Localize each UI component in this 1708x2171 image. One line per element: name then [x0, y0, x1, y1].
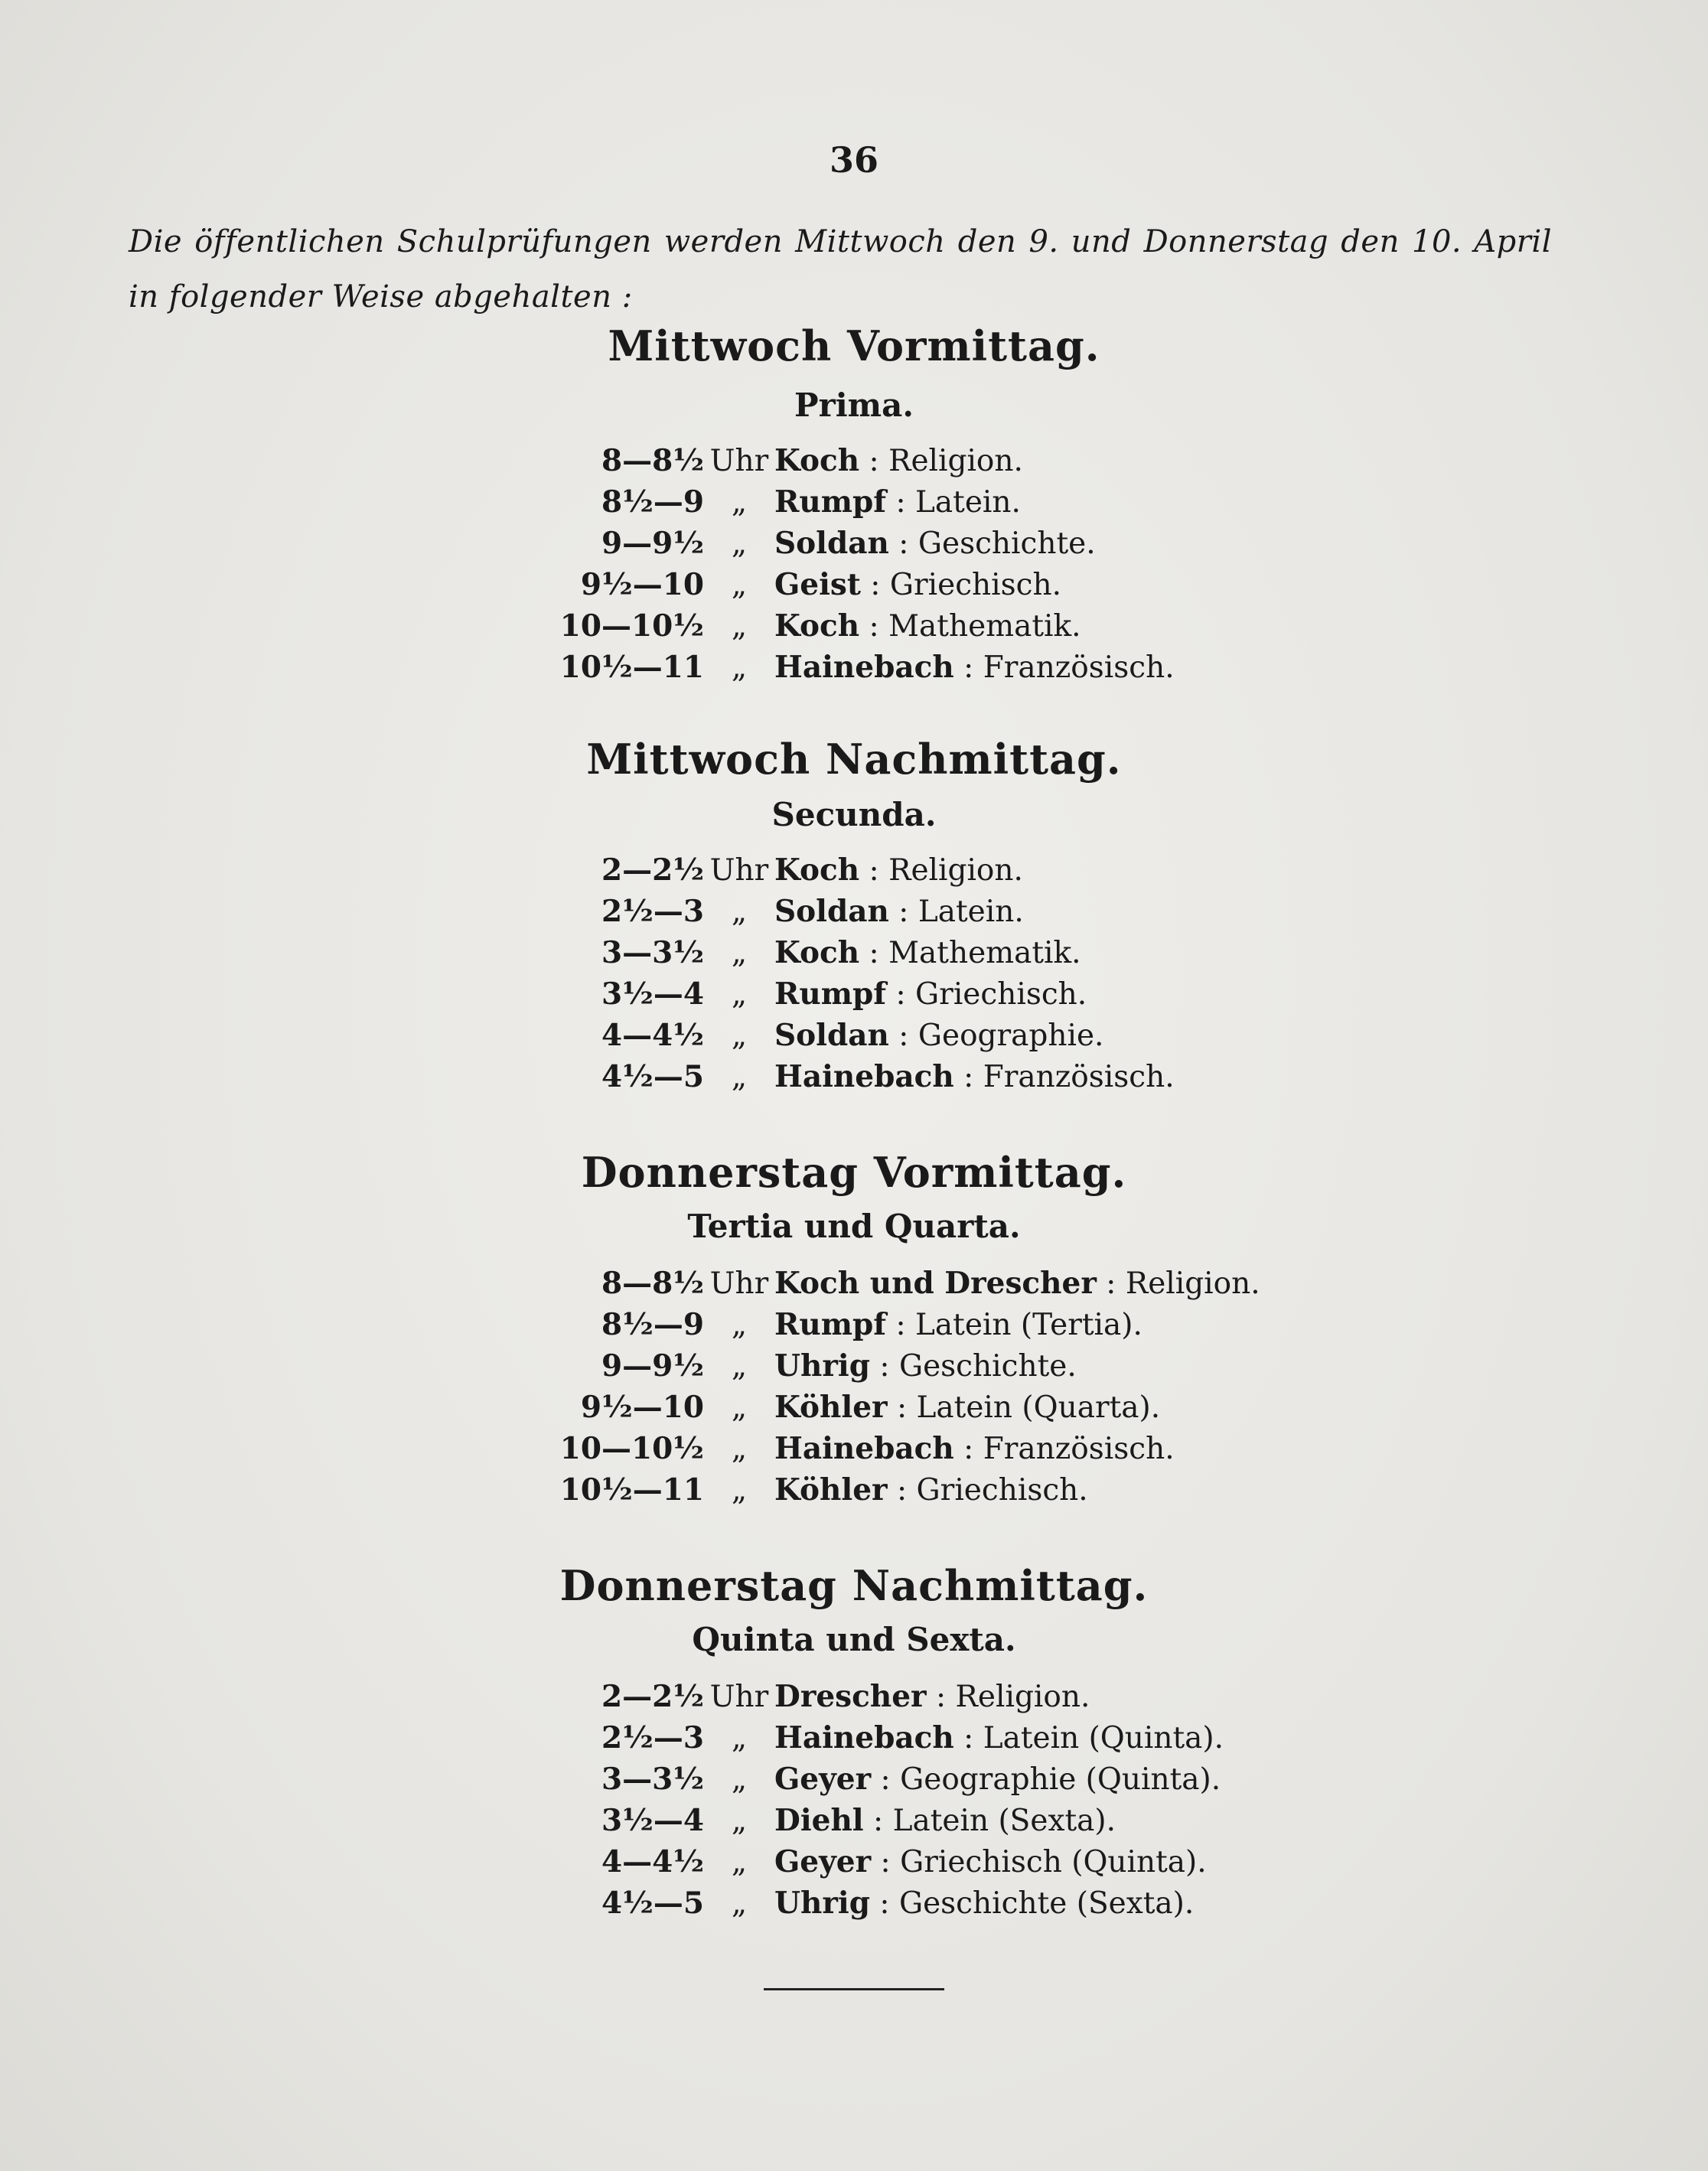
time-slot: 2—2½	[601, 1679, 704, 1714]
schedule-row	[536, 849, 1023, 891]
schedule-row	[536, 1056, 1175, 1097]
teacher-name: Diehl	[774, 1803, 864, 1838]
subject-name: Latein (Quinta).	[983, 1721, 1224, 1755]
uhr-label: „	[731, 1845, 748, 1879]
time-slot: 8½—9	[601, 484, 704, 520]
teacher-name: Rumpf	[774, 484, 887, 520]
uhr-label: „	[731, 1432, 748, 1466]
separator-colon: :	[886, 977, 916, 1012]
separator-colon: :	[926, 1680, 956, 1714]
separator-colon: :	[953, 1721, 983, 1755]
day-heading: Donnerstag Vormittag.	[581, 1148, 1127, 1197]
uhr-label: „	[731, 650, 748, 685]
uhr-label: Uhr	[709, 1680, 769, 1714]
separator-colon: :	[888, 1019, 918, 1053]
subject-name: Latein (Sexta).	[892, 1804, 1116, 1838]
time-slot: 3—3½	[601, 935, 704, 970]
schedule-row	[536, 1263, 1260, 1304]
teacher-name: Köhler	[774, 1472, 888, 1508]
teacher-name: Hainebach	[774, 1059, 954, 1094]
time-slot: 4—4½	[601, 1018, 704, 1053]
uhr-label: „	[731, 1308, 748, 1342]
time-slot: 9—9½	[601, 1348, 704, 1384]
uhr-label: „	[731, 1060, 748, 1094]
teacher-name: Rumpf	[774, 1307, 887, 1342]
time-slot: 2½—3	[601, 1720, 704, 1755]
subject-name: Latein.	[915, 485, 1021, 520]
subject-name: Geographie.	[918, 1019, 1104, 1053]
uhr-label: „	[731, 1390, 748, 1425]
schedule-row	[536, 1428, 1175, 1469]
time-slot: 9½—10	[580, 1390, 704, 1425]
uhr-label: „	[731, 1473, 748, 1508]
teacher-name: Koch	[774, 852, 860, 888]
subject-name: Griechisch (Quinta).	[900, 1845, 1207, 1879]
uhr-label: „	[731, 936, 748, 970]
teacher-name: Koch und Drescher	[774, 1266, 1097, 1301]
separator-colon: :	[953, 1432, 983, 1466]
schedule-row	[536, 1759, 1221, 1800]
day-heading: Mittwoch Nachmittag.	[586, 735, 1122, 784]
intro-paragraph: Die öffentlichen Schulprüfungen werden Mittwoch den 9. und Donnerstag den 10. April in folgender Weise abgehalten :	[129, 224, 1552, 315]
schedule-row	[536, 1345, 1077, 1387]
time-slot: 3—3½	[601, 1762, 704, 1797]
time-slot: 8—8½	[601, 1266, 704, 1301]
uhr-label: „	[731, 1721, 748, 1755]
class-heading: Tertia und Quarta.	[687, 1208, 1021, 1245]
separator-colon: :	[871, 1762, 901, 1797]
time-slot: 8—8½	[601, 443, 704, 478]
subject-name: Französisch.	[983, 650, 1175, 685]
separator-colon: :	[860, 568, 890, 602]
subject-name: Französisch.	[983, 1060, 1175, 1094]
time-slot: 9½—10	[580, 567, 704, 602]
schedule-row	[536, 647, 1175, 688]
uhr-label: „	[731, 526, 748, 561]
uhr-label: „	[731, 568, 748, 602]
separator-colon: :	[859, 853, 889, 888]
schedule-row	[536, 891, 1024, 932]
time-slot: 10½—11	[559, 650, 704, 685]
teacher-name: Soldan	[774, 1018, 889, 1053]
page-number: 36	[829, 139, 878, 181]
schedule-row	[536, 973, 1087, 1015]
schedule-row	[536, 605, 1081, 647]
time-slot: 4½—5	[601, 1886, 704, 1921]
schedule-row	[536, 1015, 1103, 1056]
time-slot: 3½—4	[601, 976, 704, 1012]
schedule-row	[536, 1387, 1160, 1428]
uhr-label: „	[731, 977, 748, 1012]
teacher-name: Rumpf	[774, 976, 887, 1012]
separator-colon: :	[953, 1060, 983, 1094]
schedule-row	[536, 1717, 1224, 1759]
separator-colon: :	[888, 895, 918, 929]
subject-name: Griechisch.	[915, 977, 1087, 1012]
subject-name: Geschichte.	[898, 1349, 1077, 1384]
time-slot: 4—4½	[601, 1844, 704, 1879]
separator-colon: :	[888, 526, 918, 561]
schedule-row	[536, 1304, 1142, 1345]
class-heading: Secunda.	[771, 796, 937, 833]
schedule-row	[536, 1676, 1090, 1717]
schedule-row	[536, 564, 1061, 605]
class-heading: Quinta und Sexta.	[692, 1621, 1016, 1658]
separator-colon: :	[1096, 1266, 1126, 1301]
subject-name: Geschichte (Sexta).	[898, 1886, 1195, 1921]
teacher-name: Geyer	[774, 1844, 872, 1879]
time-slot: 9—9½	[601, 526, 704, 561]
uhr-label: „	[731, 485, 748, 520]
teacher-name: Uhrig	[774, 1886, 870, 1921]
subject-name: Mathematik.	[888, 936, 1081, 970]
time-slot: 10—10½	[559, 1431, 704, 1466]
teacher-name: Koch	[774, 443, 860, 478]
time-slot: 2—2½	[601, 852, 704, 888]
schedule-row	[536, 481, 1021, 523]
time-slot: 3½—4	[601, 1803, 704, 1838]
time-slot: 10½—11	[559, 1472, 704, 1508]
time-slot: 4½—5	[601, 1059, 704, 1094]
schedule-row	[536, 440, 1023, 481]
time-slot: 2½—3	[601, 894, 704, 929]
schedule-row	[536, 932, 1081, 973]
separator-colon: :	[887, 1473, 917, 1508]
subject-name: Religion.	[955, 1680, 1090, 1714]
uhr-label: Uhr	[709, 444, 769, 478]
schedule-row	[536, 1841, 1207, 1883]
teacher-name: Hainebach	[774, 1431, 954, 1466]
subject-name: Geschichte.	[918, 526, 1096, 561]
teacher-name: Soldan	[774, 526, 889, 561]
subject-name: Geographie (Quinta).	[900, 1762, 1221, 1797]
teacher-name: Koch	[774, 608, 860, 644]
subject-name: Latein.	[918, 895, 1024, 929]
teacher-name: Hainebach	[774, 1720, 954, 1755]
separator-colon: :	[871, 1845, 901, 1879]
uhr-label: „	[731, 1762, 748, 1797]
teacher-name: Köhler	[774, 1390, 888, 1425]
separator-colon: :	[886, 1308, 916, 1342]
time-slot: 10—10½	[559, 608, 704, 644]
closing-rule	[764, 1988, 944, 1990]
teacher-name: Hainebach	[774, 650, 954, 685]
uhr-label: „	[731, 1804, 748, 1838]
subject-name: Latein (Tertia).	[915, 1308, 1142, 1342]
subject-name: Latein (Quarta).	[916, 1390, 1161, 1425]
separator-colon: :	[870, 1349, 899, 1384]
schedule-row	[536, 1883, 1194, 1924]
subject-name: Griechisch.	[889, 568, 1061, 602]
uhr-label: „	[731, 1886, 748, 1921]
uhr-label: „	[731, 895, 748, 929]
separator-colon: :	[887, 1390, 917, 1425]
subject-name: Religion.	[888, 853, 1023, 888]
teacher-name: Koch	[774, 935, 860, 970]
separator-colon: :	[886, 485, 916, 520]
separator-colon: :	[859, 609, 889, 644]
subject-name: Mathematik.	[888, 609, 1081, 644]
separator-colon: :	[859, 444, 889, 478]
separator-colon: :	[953, 650, 983, 685]
teacher-name: Geist	[774, 567, 861, 602]
schedule-row	[536, 523, 1096, 564]
day-heading: Donnerstag Nachmittag.	[559, 1561, 1149, 1610]
class-heading: Prima.	[794, 386, 914, 424]
teacher-name: Drescher	[774, 1679, 927, 1714]
schedule-row	[536, 1469, 1088, 1511]
uhr-label: „	[731, 1349, 748, 1384]
teacher-name: Geyer	[774, 1762, 872, 1797]
uhr-label: „	[731, 1019, 748, 1053]
uhr-label: „	[731, 609, 748, 644]
subject-name: Religion.	[888, 444, 1023, 478]
teacher-name: Soldan	[774, 894, 889, 929]
subject-name: Griechisch.	[916, 1473, 1088, 1508]
subject-name: Religion.	[1125, 1266, 1260, 1301]
separator-colon: :	[863, 1804, 893, 1838]
uhr-label: Uhr	[709, 853, 769, 888]
subject-name: Französisch.	[983, 1432, 1175, 1466]
teacher-name: Uhrig	[774, 1348, 870, 1384]
day-heading: Mittwoch Vormittag.	[608, 321, 1100, 370]
time-slot: 8½—9	[601, 1307, 704, 1342]
schedule-row	[536, 1800, 1116, 1841]
separator-colon: :	[859, 936, 889, 970]
uhr-label: Uhr	[709, 1266, 769, 1301]
separator-colon: :	[870, 1886, 899, 1921]
